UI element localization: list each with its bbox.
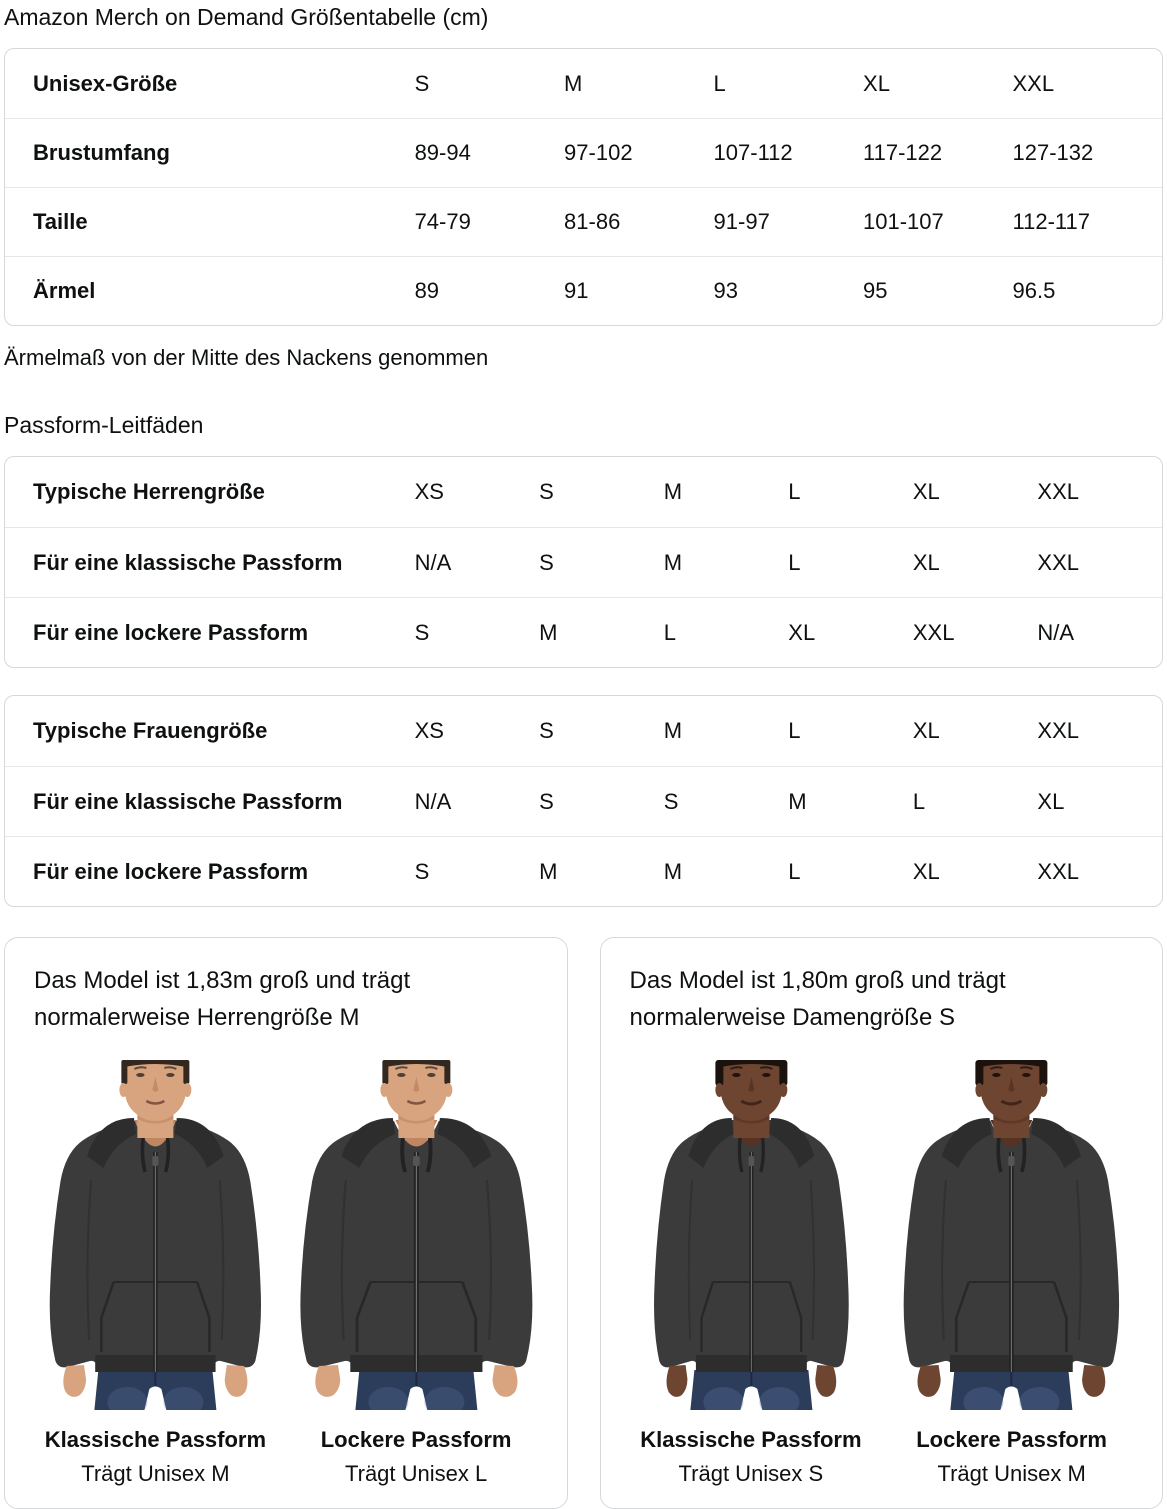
model-photo-loose-men: [291, 1060, 542, 1410]
row-label: Für eine lockere Passform: [33, 858, 309, 884]
table-row: [5, 457, 1162, 527]
table-row: [5, 836, 1162, 906]
cell-value: XL: [1037, 788, 1065, 814]
cell-value: XXL: [1037, 479, 1080, 504]
cell-value: N/A: [1037, 619, 1075, 645]
garment: [300, 1118, 532, 1397]
row-label: Taille: [33, 209, 88, 234]
row-label: Für eine klassische Passform: [33, 549, 343, 575]
cell-value: 91: [564, 278, 589, 303]
cell-value: L: [788, 718, 801, 743]
cell-value: 117-122: [863, 140, 943, 165]
cell-value: S: [663, 788, 679, 814]
fit-caption: Klassische Passform: [640, 1427, 862, 1452]
cell-value: S: [414, 70, 430, 96]
garment: [654, 1118, 849, 1397]
model-cards-row: [4, 937, 1163, 1509]
cell-value: XL: [912, 549, 940, 575]
cell-value: 96.5: [1012, 278, 1056, 303]
photo-column-classic: [30, 1060, 281, 1488]
cell-value: 93: [713, 278, 739, 303]
model-card-men: [4, 937, 568, 1509]
row-label: Für eine lockere Passform: [33, 619, 309, 645]
cell-value: N/A: [414, 549, 452, 575]
cell-value: XXL: [1012, 70, 1055, 96]
cell-value: 107-112: [713, 140, 793, 165]
row-label: Typische Frauengröße: [33, 718, 268, 743]
row-label: Unisex-Größe: [33, 70, 178, 96]
cell-value: M: [564, 70, 583, 96]
cell-value: S: [539, 479, 554, 504]
size-caption: Trägt Unisex S: [678, 1461, 824, 1486]
cell-value: 81-86: [564, 209, 621, 234]
cell-value: 89-94: [414, 140, 471, 165]
photos-row: [626, 1060, 1138, 1488]
sleeve-measure-note: Ärmelmaß von der Mitte des Nackens genommen: [4, 345, 489, 370]
cell-value: XL: [788, 619, 816, 645]
cell-value: XXL: [1037, 858, 1080, 884]
cell-value: N/A: [414, 788, 452, 814]
cell-value: L: [663, 619, 676, 645]
cell-value: XS: [414, 718, 444, 743]
cell-value: M: [663, 479, 683, 504]
cell-value: S: [414, 619, 430, 645]
cell-value: 74-79: [414, 209, 471, 234]
cell-value: XL: [912, 718, 940, 743]
cell-value: XS: [414, 479, 444, 504]
cell-value: M: [539, 619, 558, 645]
cell-value: S: [539, 788, 554, 814]
size-caption: Trägt Unisex L: [345, 1461, 488, 1486]
table-row: [5, 49, 1162, 118]
cell-value: L: [912, 788, 926, 814]
model-card-women: [600, 937, 1164, 1509]
model-description: Das Model ist 1,83m groß und trägt normalerweise Herrengröße M: [34, 967, 411, 1031]
model-illustration: [626, 1060, 877, 1410]
cell-value: XXL: [1037, 549, 1080, 575]
cell-value: 97-102: [564, 140, 633, 165]
table-row: [5, 118, 1162, 187]
womens-fit-table: [4, 695, 1163, 907]
model-photo-loose-women: [886, 1060, 1137, 1410]
table-row: [5, 187, 1162, 256]
table-row: [5, 256, 1162, 325]
photo-column-loose: [291, 1060, 542, 1488]
cell-value: 91-97: [713, 209, 770, 234]
size-caption: Trägt Unisex M: [937, 1461, 1086, 1486]
measurement-table: [4, 48, 1163, 326]
photos-row: [30, 1060, 542, 1488]
table-row: [5, 696, 1162, 766]
model-description: Das Model ist 1,80m groß und trägt normalerweise Damengröße S: [629, 967, 1006, 1031]
model-photo-classic-men: [30, 1060, 281, 1410]
cell-value: M: [539, 858, 558, 884]
cell-value: 89: [414, 278, 440, 303]
cell-value: 127-132: [1012, 140, 1094, 165]
cell-value: M: [663, 858, 683, 884]
row-label: Typische Herrengröße: [33, 479, 265, 504]
row-label: Für eine klassische Passform: [33, 788, 343, 814]
cell-value: XL: [912, 479, 940, 504]
size-caption: Trägt Unisex M: [81, 1461, 230, 1486]
garment: [904, 1118, 1119, 1397]
cell-value: XL: [912, 858, 940, 884]
fit-guides-heading: Passform-Leitfäden: [4, 412, 204, 438]
model-illustration: [30, 1060, 281, 1410]
cell-value: S: [539, 718, 554, 743]
page-title: Amazon Merch on Demand Größentabelle (cm): [4, 4, 489, 30]
garment: [50, 1118, 261, 1397]
cell-value: XXL: [1037, 718, 1080, 743]
cell-value: 101-107: [863, 209, 944, 234]
table-row: [5, 597, 1162, 667]
cell-value: L: [788, 858, 801, 884]
row-label: Ärmel: [33, 278, 96, 303]
cell-value: S: [539, 549, 554, 575]
photo-column-loose: [886, 1060, 1137, 1488]
model-illustration: [886, 1060, 1137, 1410]
table-row: [5, 527, 1162, 597]
table-row: [5, 766, 1162, 836]
cell-value: L: [788, 549, 801, 575]
mens-fit-table: [4, 456, 1163, 668]
model-photo-classic-women: [626, 1060, 877, 1410]
cell-value: M: [663, 718, 683, 743]
fit-caption: Lockere Passform: [916, 1427, 1107, 1452]
cell-value: XL: [863, 70, 890, 96]
row-label: Brustumfang: [33, 140, 170, 165]
cell-value: M: [788, 788, 807, 814]
model-illustration: [291, 1060, 542, 1410]
cell-value: S: [414, 858, 430, 884]
cell-value: 112-117: [1012, 209, 1090, 234]
cell-value: 95: [863, 278, 888, 303]
cell-value: XXL: [912, 619, 955, 645]
cell-value: L: [788, 479, 801, 504]
fit-caption: Lockere Passform: [320, 1427, 512, 1452]
fit-caption: Klassische Passform: [44, 1427, 267, 1452]
photo-column-classic: [626, 1060, 877, 1488]
cell-value: M: [663, 549, 683, 575]
cell-value: L: [713, 70, 726, 96]
